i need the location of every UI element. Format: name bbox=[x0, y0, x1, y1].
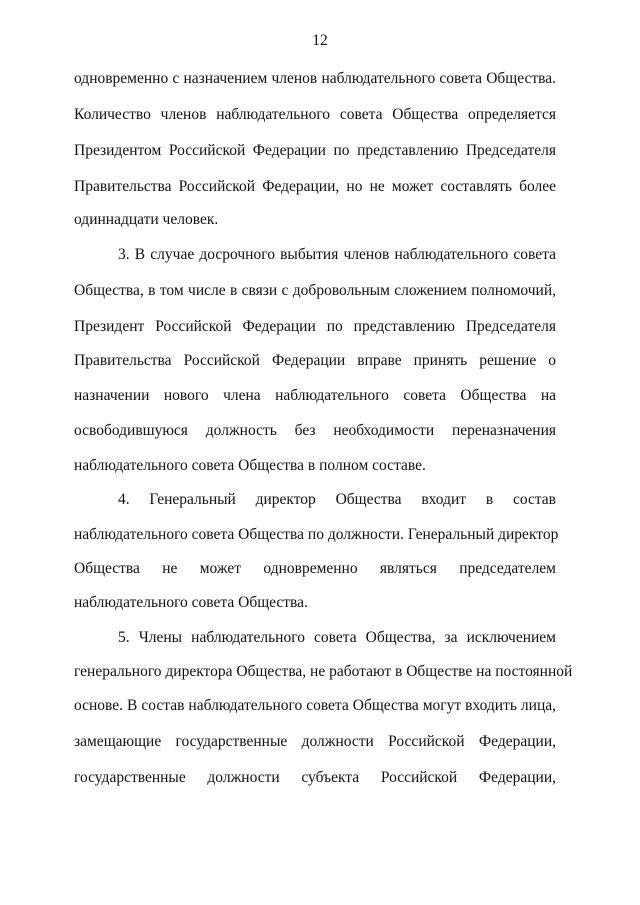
page-number: 12 bbox=[312, 32, 328, 49]
text-line: 4. Генеральный директор Общества входит в состав bbox=[118, 491, 556, 508]
text-line: назначении нового члена наблюдательного совета Общества на bbox=[74, 387, 556, 404]
text-line: основе. В состав наблюдательного совета Общества могут входить лица, bbox=[74, 697, 556, 714]
text-line: 5. Члены наблюдательного совета Общества, за исключением bbox=[118, 629, 556, 646]
text-line: Количество членов наблюдательного совета Общества определяется bbox=[74, 106, 556, 123]
text-line: 3. В случае досрочного выбытия членов наблюдательного совета bbox=[118, 246, 556, 263]
text-line: освободившуюся должность без необходимости переназначения bbox=[74, 422, 556, 439]
text-line: наблюдательного совета Общества в полном составе. bbox=[74, 457, 426, 474]
text-line: наблюдательного совета Общества. bbox=[74, 594, 308, 611]
text-line: Президентом Российской Федерации по представлению Председателя bbox=[74, 142, 556, 159]
text-line: одновременно с назначением членов наблюдательного совета Общества. bbox=[74, 70, 556, 87]
text-line: генерального директора Общества, не работают в Обществе на постоянной bbox=[74, 663, 573, 680]
text-line: Правительства Российской Федерации вправе принять решение о bbox=[74, 352, 556, 369]
text-line: Общества не может одновременно являться председателем bbox=[74, 560, 556, 577]
text-line: замещающие государственные должности Российской Федерации, bbox=[74, 733, 556, 750]
text-line: Президент Российской Федерации по представлению Председателя bbox=[74, 318, 556, 335]
text-line: государственные должности субъекта Российской Федерации, bbox=[74, 769, 556, 786]
text-line: наблюдательного совета Общества по должности. Генеральный директор bbox=[74, 526, 559, 543]
text-line: Правительства Российской Федерации, но не может составлять более bbox=[74, 178, 556, 195]
text-line: Общества, в том числе в связи с добровольным сложением полномочий, bbox=[74, 282, 556, 299]
text-line: одиннадцати человек. bbox=[74, 211, 219, 228]
